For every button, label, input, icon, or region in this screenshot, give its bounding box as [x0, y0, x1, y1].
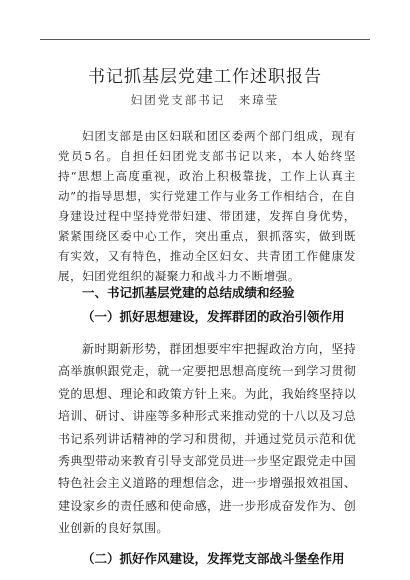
subsection-heading-1: （一）抓好思想建设，发挥群团的政治引领作用	[82, 309, 345, 324]
section-heading: 一、书记抓基层党建的总结成绩和经验	[82, 285, 295, 300]
subsection-1-paragraph: 新时期新形势，群团想要牢牢把握政治方向，坚持高举旗帜跟党走，就一定要把思想高度统一到学习贯彻党的思想、理论和政策方针上来。为此，我始终坚持以培训、研讨、讲座等多种形式来推动党的十八以及习总书记系列讲话精神的学习和贯彻，并通过党员示范和优秀典型带动来教育引导支部党员进一步坚定跟党走中国特色社会主义道路的理想信念，进一步增强报效祖国、建设家乡的责任感和使命感，进一步形成奋发作为、创业创新的良好氛围。	[58, 342, 356, 536]
author-byline: 妇团党支部书记 来璋莹	[130, 93, 280, 107]
document-title: 书记抓基层党建工作述职报告	[88, 67, 322, 87]
intro-paragraph: 妇团支部是由区妇联和团区委两个部门组成，现有党员5名。自担任妇团党支部书记以来，本人始终坚持“思想上高度重视，政治上积极靠拢，工作上认真主动”的指导思想，实行党建工作与业务工作相结合，在自身建设过程中坚持党带妇建、带团建，发挥自身优势，紧紧围绕区委中心工作，突出重点，狠抓落实，做到既有实效，又有特色，推动全区妇女、共青团工作健康发展，妇团党组织的凝聚力和战斗力不断增强。	[58, 129, 356, 283]
subsection-heading-2: （二）抓好作风建设，发挥党支部战斗堡垒作用	[82, 551, 345, 566]
header-rule	[40, 39, 370, 40]
